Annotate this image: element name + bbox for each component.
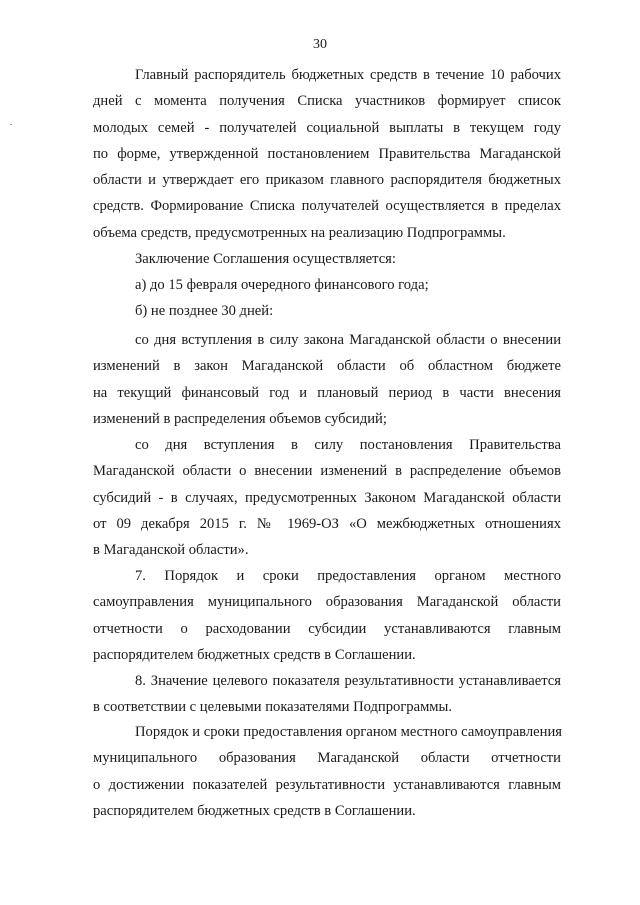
text-line: 8. Значение целевого показателя результативности устанавливается	[135, 673, 561, 689]
text-line: области и утверждает его приказом главного распорядителя бюджетных	[93, 172, 561, 189]
text-line: со дня вступления в силу закона Магаданской области о внесении	[135, 332, 561, 348]
paragraph-law-amendments	[93, 327, 561, 432]
text-line: б) не позднее 30 дней:	[135, 303, 274, 319]
text-line: субсидий - в случаях, предусмотренных Законом Магаданской области	[93, 489, 561, 506]
text-line: на текущий финансовый год и плановый период в части внесения	[93, 384, 561, 401]
text-line: Главный распорядитель бюджетных средств в течение 10 рабочих	[135, 67, 561, 83]
text-line: Заключение Соглашения осуществляется:	[135, 251, 396, 267]
paragraph-performance-reporting	[93, 719, 561, 824]
paragraph-item-7	[93, 563, 561, 668]
text-line: со дня вступления в силу постановления Правительства	[135, 437, 561, 453]
paragraph-item-b	[93, 298, 561, 324]
text-line: муниципального образования Магаданской области отчетности	[93, 750, 561, 767]
text-line: средств. Формирование Списка получателей осуществляется в пределах	[93, 198, 561, 215]
text-line: 7. Порядок и сроки предоставления органом местного	[135, 568, 561, 584]
text-line: отчетности о расходовании субсидии устанавливаются главным	[93, 620, 561, 637]
text-line: от 09 декабря 2015 г. № 1969-ОЗ «О межбюджетных отношениях	[93, 515, 561, 532]
text-line: объема средств, предусмотренных на реализацию Подпрограммы.	[93, 224, 506, 241]
paragraph-item-a	[93, 272, 561, 298]
page-number: 30	[313, 37, 327, 52]
paragraph-resolution-amendments	[93, 432, 561, 563]
text-line: Магаданской области о внесении изменений в распределение объемов	[93, 463, 561, 480]
paragraph-item-8	[93, 668, 561, 721]
paragraph-agreement-conclusion	[93, 246, 561, 272]
text-line: о достижении показателей результативности устанавливаются главным	[93, 776, 561, 793]
text-line: распорядителем бюджетных средств в Соглашении.	[93, 802, 416, 819]
text-line: молодых семей - получателей социальной выплаты в текущем году	[93, 119, 561, 136]
text-line: а) до 15 февраля очередного финансового года;	[135, 277, 429, 293]
text-line: в соответствии с целевыми показателями Подпрограммы.	[93, 699, 453, 716]
paragraph-recipients-list	[93, 62, 561, 246]
text-line: самоуправления муниципального образования Магаданской области	[93, 594, 561, 611]
text-line: Порядок и сроки предоставления органом местного самоуправления	[135, 724, 562, 740]
text-line: изменений в распределения объемов субсидий;	[93, 410, 387, 427]
text-line: в Магаданской области».	[93, 542, 249, 559]
text-line: распорядителем бюджетных средств в Соглашении.	[93, 646, 416, 663]
text-line: дней с момента получения Списка участников формирует список	[93, 93, 561, 110]
text-line: изменений в закон Магаданской области об областном бюджете	[93, 358, 561, 375]
scan-mark	[10, 124, 12, 125]
text-line: по форме, утвержденной постановлением Правительства Магаданской	[93, 145, 561, 162]
